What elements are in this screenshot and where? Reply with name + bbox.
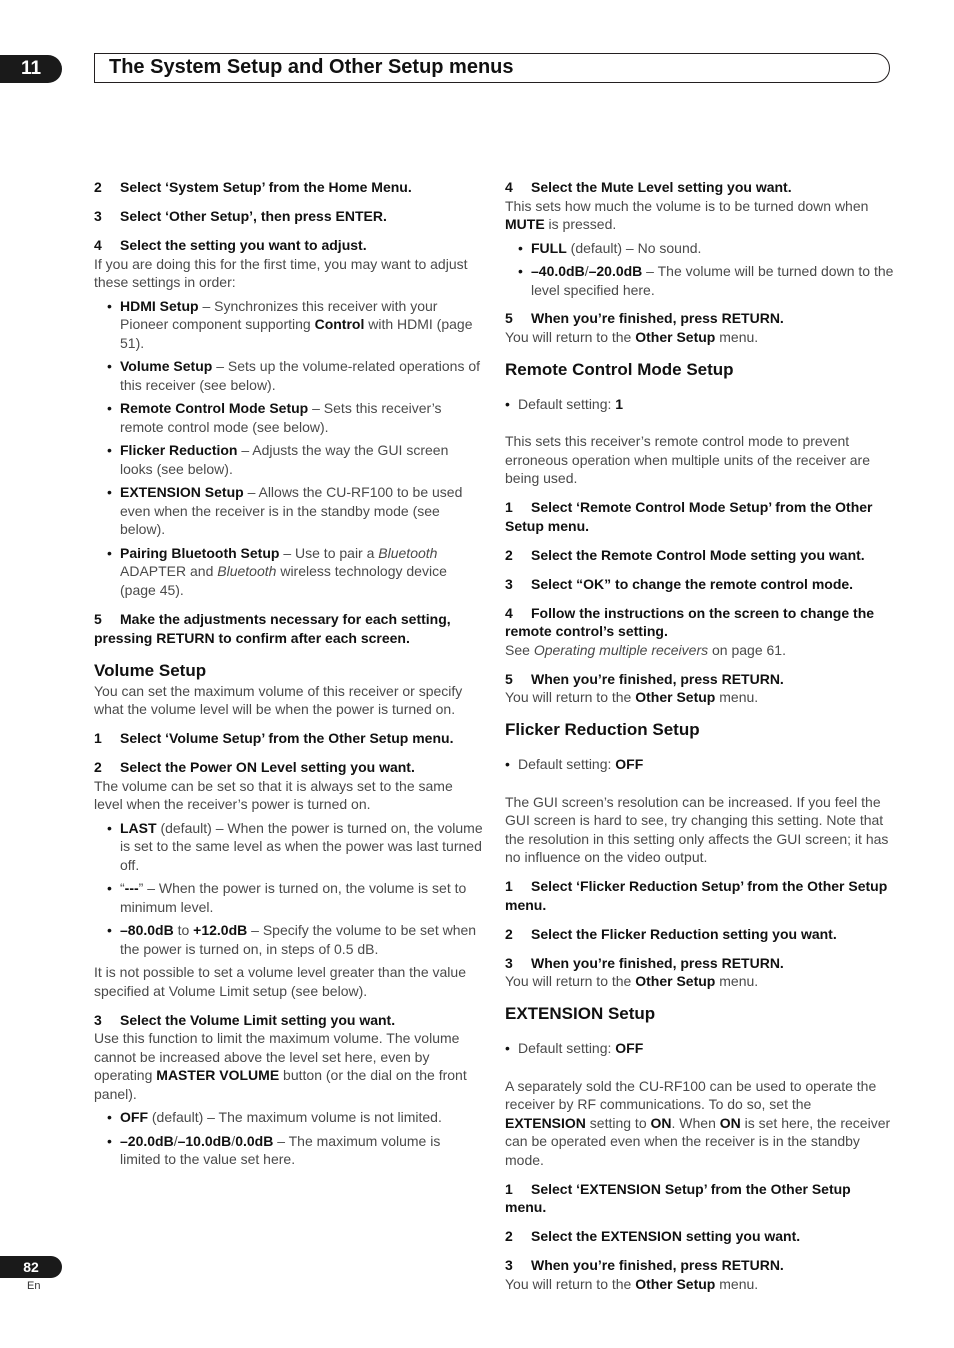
list-item: • EXTENSION Setup – Allows the CU-RF100 to be used even when the receiver is in the standby mode (see below). [120, 483, 484, 539]
extension-step-2: 2 Select the EXTENSION setting you want. [505, 1228, 801, 1244]
flicker-step-1: 1 Select ‘Flicker Reduction Setup’ from the Other Setup menu. [505, 878, 888, 913]
right-column [505, 178, 895, 1293]
flicker-reduction-heading: Flicker Reduction Setup [505, 720, 700, 739]
chapter-title-bar [94, 53, 890, 83]
left-column [94, 178, 484, 1174]
mute-description: This sets how much the volume is to be turned down when MUTE is pressed. [505, 197, 869, 232]
step-4-select-setting: 4 Select the setting you want to adjust. [94, 237, 367, 253]
flicker-step-2: 2 Select the Flicker Reduction setting you want. [505, 925, 837, 942]
return-note: You will return to the Other Setup menu. [505, 328, 759, 345]
remote-step-1: 1 Select ‘Remote Control Mode Setup’ from the Other Setup menu. [505, 499, 873, 534]
list-item: • HDMI Setup – Synchronizes this receiver with your Pioneer component supporting Control with HDMI (page 51). [120, 297, 484, 353]
extension-setup-heading: EXTENSION Setup [505, 1004, 656, 1023]
extension-intro: A separately sold the CU-RF100 can be used to operate the receiver by RF communications. To do so, set the EXTENSION setting to ON. When ON is set here, the receiver can be operated even when the receiver is in the standby mode. [505, 1077, 891, 1168]
volume-step-3-description: Use this function to limit the maximum volume. The volume cannot be increased above the level set here, even by operating MASTER VOLUME button (or the dial on the front panel). [94, 1030, 467, 1102]
list-item: • Volume Setup – Sets up the volume-related operations of this receiver (see below). [120, 357, 484, 394]
list-item: • Flicker Reduction – Adjusts the way the GUI screen looks (see below). [120, 441, 484, 478]
remote-step-3: 3 Select “OK” to change the remote control mode. [505, 575, 854, 592]
volume-limit-list [94, 1108, 484, 1169]
volume-step-2-description: The volume can be set so that it is always set to the same level when the receiver’s power is turned on. [94, 777, 453, 812]
extension-default: • Default setting: OFF [505, 1039, 895, 1058]
mute-level-list [505, 239, 895, 300]
remote-step-4: 4 Follow the instructions on the screen to change the remote control’s setting. [505, 604, 875, 639]
mute-step-5: 5 When you’re finished, press RETURN. [505, 310, 784, 326]
settings-list [94, 297, 484, 600]
page-number: 82 [0, 1256, 62, 1278]
list-item: • –80.0dB to +12.0dB – Specify the volume to be set when the power is turned on, in steps of 0.5 dB. [120, 921, 484, 958]
return-note: You will return to the Other Setup menu. [505, 1275, 759, 1292]
step-4-description: If you are doing this for the first time, you may want to adjust these settings in order: [94, 255, 468, 290]
list-item: • Remote Control Mode Setup – Sets this receiver’s remote control mode (see below). [120, 399, 484, 436]
step-5-make-adjustments: 5 Make the adjustments necessary for each setting, pressing RETURN to confirm after each screen. [94, 611, 451, 646]
remote-step-2: 2 Select the Remote Control Mode setting you want. [505, 546, 865, 563]
return-note: You will return to the Other Setup menu. [505, 689, 759, 705]
volume-setup-heading: Volume Setup [94, 660, 207, 680]
extension-step-3: 3 When you’re finished, press RETURN. [505, 1257, 784, 1273]
step-3-select-other-setup: 3 Select ‘Other Setup’, then press ENTER. [94, 208, 387, 224]
flicker-step-3: 3 When you’re finished, press RETURN. [505, 954, 784, 971]
page-title: The System Setup and Other Setup menus [109, 56, 514, 78]
remote-control-default: • Default setting: 1 [505, 395, 895, 414]
volume-setup-intro: You can set the maximum volume of this receiver or specify what the volume level will be when the power is turned on. [94, 682, 463, 717]
list-item: • “---” – When the power is turned on, the volume is set to minimum level. [120, 879, 484, 916]
flicker-default: • Default setting: OFF [505, 755, 895, 774]
volume-step-1: 1 Select ‘Volume Setup’ from the Other Setup menu. [94, 730, 454, 746]
language-label: En [27, 1280, 41, 1292]
list-item: • –20.0dB/–10.0dB/0.0dB – The maximum volume is limited to the value set here. [120, 1132, 484, 1169]
flicker-intro: The GUI screen’s resolution can be increased. If you feel the GUI screen is hard to see, try changing this setting. Note that the resolution in this setting only affects the GUI screen; it has no influence on the video output. [505, 793, 889, 865]
remote-step-5: 5 When you’re finished, press RETURN. [505, 670, 784, 687]
remote-control-intro: This sets this receiver’s remote control mode to prevent erroneous operation when multiple units of the receiver are being used. [505, 433, 870, 486]
volume-step-3: 3 Select the Volume Limit setting you want. [94, 1011, 396, 1028]
remote-step-4-reference: See Operating multiple receivers on page 61. [505, 641, 786, 658]
list-item: • Pairing Bluetooth Setup – Use to pair a Bluetooth ADAPTER and Bluetooth wireless technology device (page 45). [120, 544, 484, 600]
volume-limit-note: It is not possible to set a volume level greater than the value specified at Volume Limit setup (see below). [94, 964, 466, 999]
mute-step-4: 4 Select the Mute Level setting you want. [505, 179, 792, 195]
return-note: You will return to the Other Setup menu. [505, 973, 759, 989]
extension-step-1: 1 Select ‘EXTENSION Setup’ from the Other Setup menu. [505, 1180, 851, 1215]
list-item: • FULL (default) – No sound. [531, 239, 895, 258]
chapter-number: 11 [0, 55, 62, 83]
remote-control-mode-heading: Remote Control Mode Setup [505, 359, 734, 379]
power-on-level-list [94, 819, 484, 959]
volume-step-2: 2 Select the Power ON Level setting you want. [94, 759, 415, 775]
list-item: • LAST (default) – When the power is turned on, the volume is set to the same level as when the power was last turned off. [120, 819, 484, 875]
list-item: • OFF (default) – The maximum volume is not limited. [120, 1108, 484, 1127]
step-2-select-system-setup: 2 Select ‘System Setup’ from the Home Menu. [94, 179, 412, 195]
list-item: • –40.0dB/–20.0dB – The volume will be turned down to the level specified here. [531, 262, 895, 299]
